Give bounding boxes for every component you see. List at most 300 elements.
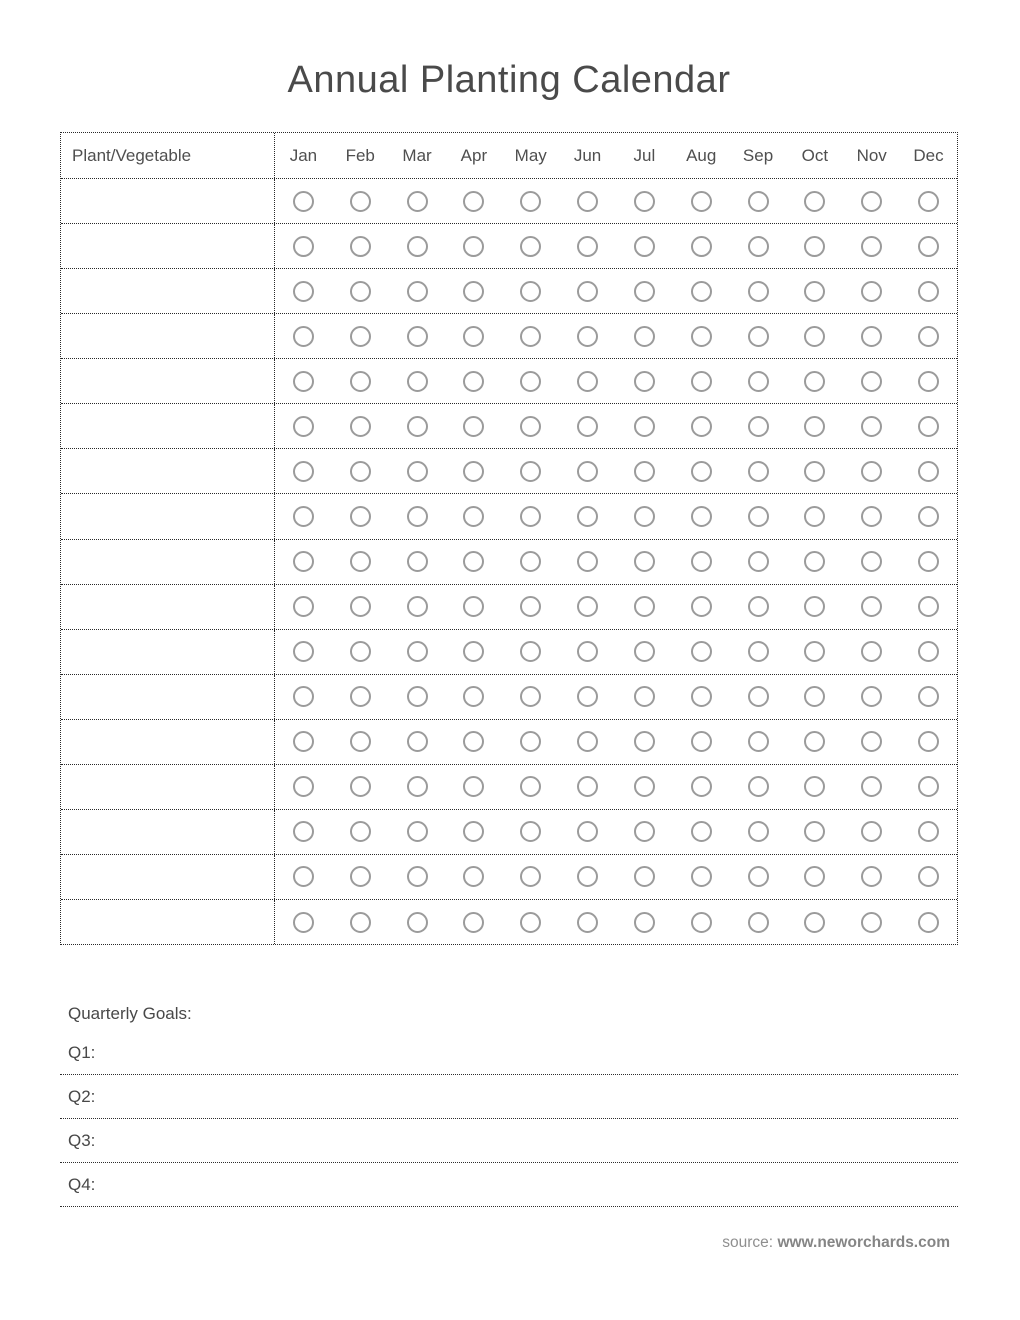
plant-name-cell[interactable] [61, 314, 275, 358]
month-circle[interactable] [350, 731, 371, 752]
table-row [61, 675, 957, 720]
month-circle[interactable] [350, 912, 371, 933]
month-circle[interactable] [861, 821, 882, 842]
month-circle[interactable] [463, 641, 484, 662]
month-circle[interactable] [293, 596, 314, 617]
month-circle-cell-oct [786, 224, 843, 268]
month-circle[interactable] [350, 416, 371, 437]
month-circle[interactable] [293, 281, 314, 302]
month-circle[interactable] [463, 821, 484, 842]
month-circle[interactable] [861, 506, 882, 527]
month-circles [275, 765, 957, 809]
month-circle[interactable] [748, 912, 769, 933]
month-circle[interactable] [634, 281, 655, 302]
month-circle[interactable] [577, 866, 598, 887]
month-circle[interactable] [293, 416, 314, 437]
month-circle[interactable] [691, 506, 712, 527]
month-circle[interactable] [520, 236, 541, 257]
plant-name-cell[interactable] [61, 404, 275, 448]
month-circle[interactable] [350, 506, 371, 527]
table-row [61, 449, 957, 494]
month-circle-cell-jan [275, 585, 332, 629]
month-circle-cell-oct [786, 810, 843, 854]
month-circle[interactable] [350, 551, 371, 572]
month-circle[interactable] [748, 191, 769, 212]
month-circle[interactable] [748, 506, 769, 527]
month-circle-cell-jan [275, 900, 332, 944]
month-circle[interactable] [804, 236, 825, 257]
month-circle[interactable] [577, 326, 598, 347]
month-circle[interactable] [861, 866, 882, 887]
month-circle[interactable] [350, 866, 371, 887]
table-row [61, 540, 957, 585]
month-circle[interactable] [407, 281, 428, 302]
month-circle[interactable] [918, 326, 939, 347]
month-circle[interactable] [861, 596, 882, 617]
month-circle[interactable] [918, 731, 939, 752]
month-circle[interactable] [520, 686, 541, 707]
month-circle-cell-oct [786, 900, 843, 944]
month-circle[interactable] [748, 731, 769, 752]
month-circle[interactable] [520, 866, 541, 887]
goal-input-q1[interactable] [95, 1031, 958, 1074]
month-circle[interactable] [520, 821, 541, 842]
month-circle[interactable] [407, 731, 428, 752]
month-header-jan: Jan [289, 145, 318, 165]
month-circle[interactable] [861, 641, 882, 662]
month-circle[interactable] [463, 281, 484, 302]
month-circle[interactable] [577, 236, 598, 257]
month-circle-cell-aug [673, 179, 730, 223]
month-circle[interactable] [804, 641, 825, 662]
plant-name-cell[interactable] [61, 855, 275, 899]
month-circle[interactable] [918, 461, 939, 482]
month-circle-cell-apr [445, 630, 502, 674]
month-circle[interactable] [918, 641, 939, 662]
month-circle[interactable] [748, 551, 769, 572]
month-circle[interactable] [350, 191, 371, 212]
month-circle[interactable] [293, 641, 314, 662]
plant-name-cell[interactable] [61, 449, 275, 493]
month-circle[interactable] [918, 281, 939, 302]
month-circle[interactable] [577, 191, 598, 212]
month-circle[interactable] [691, 371, 712, 392]
month-circle[interactable] [293, 731, 314, 752]
month-circle-cell-jun [559, 404, 616, 448]
month-circle[interactable] [407, 912, 428, 933]
month-circle[interactable] [918, 686, 939, 707]
month-circle-cell-dec [900, 359, 957, 403]
month-circle[interactable] [634, 596, 655, 617]
month-circles [275, 179, 957, 223]
plant-name-cell[interactable] [61, 359, 275, 403]
month-header-feb: Feb [345, 145, 375, 165]
month-circle[interactable] [520, 461, 541, 482]
month-circle-cell-oct [786, 630, 843, 674]
month-circle[interactable] [804, 506, 825, 527]
month-circle[interactable] [804, 281, 825, 302]
month-circle[interactable] [577, 641, 598, 662]
month-circle-cell-dec [900, 855, 957, 899]
month-circle[interactable] [691, 731, 712, 752]
month-circle[interactable] [407, 461, 428, 482]
month-circle[interactable] [634, 686, 655, 707]
month-circle[interactable] [634, 236, 655, 257]
month-circle[interactable] [691, 461, 712, 482]
month-circle[interactable] [407, 641, 428, 662]
month-circle[interactable] [918, 912, 939, 933]
month-circle[interactable] [407, 866, 428, 887]
month-circle[interactable] [520, 506, 541, 527]
month-circle[interactable] [748, 326, 769, 347]
month-circles [275, 900, 957, 944]
month-circle-cell-nov [843, 540, 900, 584]
goal-input-q3[interactable] [95, 1119, 958, 1162]
month-circle[interactable] [691, 686, 712, 707]
month-circle-cell-jan [275, 810, 332, 854]
month-circle[interactable] [861, 281, 882, 302]
month-header-apr: Apr [460, 145, 488, 165]
month-circle[interactable] [407, 371, 428, 392]
month-circle[interactable] [293, 461, 314, 482]
month-circle[interactable] [861, 236, 882, 257]
month-circle-cell-feb [332, 179, 389, 223]
month-circle-cell-feb [332, 900, 389, 944]
month-circle[interactable] [293, 326, 314, 347]
month-circle-cell-mar [389, 810, 446, 854]
month-circle[interactable] [407, 506, 428, 527]
month-circle[interactable] [748, 821, 769, 842]
month-circle[interactable] [577, 776, 598, 797]
goal-input-q2[interactable] [95, 1075, 958, 1118]
plant-name-cell[interactable] [61, 179, 275, 223]
month-circle[interactable] [748, 416, 769, 437]
month-circle[interactable] [520, 326, 541, 347]
month-circle-cell-nov [843, 314, 900, 358]
month-circle[interactable] [804, 596, 825, 617]
month-circle[interactable] [804, 461, 825, 482]
month-circle[interactable] [918, 596, 939, 617]
month-circle[interactable] [748, 776, 769, 797]
month-circle[interactable] [463, 731, 484, 752]
month-circle-cell-nov [843, 630, 900, 674]
month-circle-cell-nov [843, 720, 900, 764]
month-circle-cell-apr [445, 224, 502, 268]
month-circle[interactable] [804, 912, 825, 933]
month-circle-cell-jul [616, 675, 673, 719]
month-circle[interactable] [577, 551, 598, 572]
month-circle[interactable] [918, 371, 939, 392]
month-circle[interactable] [293, 371, 314, 392]
month-circle[interactable] [748, 596, 769, 617]
plant-name-cell[interactable] [61, 720, 275, 764]
month-circle[interactable] [691, 416, 712, 437]
month-circle[interactable] [691, 326, 712, 347]
month-circle-cell-jul [616, 765, 673, 809]
month-circle[interactable] [407, 686, 428, 707]
month-circle[interactable] [634, 641, 655, 662]
month-circle[interactable] [407, 596, 428, 617]
month-circle[interactable] [634, 416, 655, 437]
month-circle[interactable] [861, 686, 882, 707]
plant-name-cell[interactable] [61, 494, 275, 538]
month-circle[interactable] [691, 866, 712, 887]
month-circle[interactable] [691, 596, 712, 617]
month-circle[interactable] [918, 191, 939, 212]
month-circle[interactable] [918, 866, 939, 887]
month-circle[interactable] [861, 416, 882, 437]
month-circle-cell-aug [673, 449, 730, 493]
month-circle[interactable] [918, 551, 939, 572]
plant-name-cell[interactable] [61, 224, 275, 268]
month-circle[interactable] [748, 866, 769, 887]
month-circle[interactable] [293, 866, 314, 887]
month-circle[interactable] [520, 191, 541, 212]
month-circle-cell-aug [673, 630, 730, 674]
month-circle[interactable] [350, 776, 371, 797]
month-circle-cell-jun [559, 269, 616, 313]
month-circle[interactable] [691, 821, 712, 842]
month-circle[interactable] [748, 686, 769, 707]
month-circle[interactable] [634, 506, 655, 527]
month-circle[interactable] [293, 506, 314, 527]
month-circle[interactable] [293, 191, 314, 212]
month-circle-cell-jan [275, 314, 332, 358]
month-circle[interactable] [463, 326, 484, 347]
month-circle[interactable] [861, 191, 882, 212]
month-circle[interactable] [520, 641, 541, 662]
month-circle[interactable] [861, 461, 882, 482]
month-circle-cell-apr [445, 494, 502, 538]
month-circle[interactable] [350, 461, 371, 482]
month-circle[interactable] [861, 776, 882, 797]
goal-input-q4[interactable] [95, 1163, 958, 1206]
month-circle[interactable] [463, 371, 484, 392]
month-circle[interactable] [634, 776, 655, 797]
month-circle-cell-jul [616, 359, 673, 403]
month-circle[interactable] [861, 912, 882, 933]
month-circle[interactable] [861, 371, 882, 392]
month-circle[interactable] [691, 551, 712, 572]
goal-row-q2 [60, 1075, 958, 1119]
plant-name-cell[interactable] [61, 765, 275, 809]
month-circle-cell-feb [332, 314, 389, 358]
month-circle[interactable] [918, 821, 939, 842]
month-circle-cell-feb [332, 540, 389, 584]
month-circle[interactable] [918, 776, 939, 797]
month-circle-cell-nov [843, 404, 900, 448]
month-circle[interactable] [407, 326, 428, 347]
month-circle[interactable] [634, 191, 655, 212]
plant-name-cell[interactable] [61, 585, 275, 629]
month-circle[interactable] [634, 866, 655, 887]
month-circle[interactable] [691, 236, 712, 257]
month-circle[interactable] [577, 281, 598, 302]
month-circle[interactable] [463, 416, 484, 437]
month-circle[interactable] [407, 776, 428, 797]
month-circle[interactable] [748, 236, 769, 257]
month-circle[interactable] [748, 281, 769, 302]
plant-name-cell[interactable] [61, 269, 275, 313]
source-url: www.neworchards.com [777, 1234, 950, 1251]
plant-name-cell[interactable] [61, 540, 275, 584]
month-circle[interactable] [634, 371, 655, 392]
month-circle[interactable] [577, 731, 598, 752]
month-circle[interactable] [691, 191, 712, 212]
month-circle[interactable] [804, 416, 825, 437]
month-circle-cell-mar [389, 630, 446, 674]
month-circle[interactable] [350, 281, 371, 302]
month-circle[interactable] [861, 326, 882, 347]
month-circle[interactable] [634, 461, 655, 482]
month-circle[interactable] [577, 416, 598, 437]
month-circle[interactable] [577, 596, 598, 617]
month-circles [275, 630, 957, 674]
month-circle[interactable] [463, 236, 484, 257]
month-circle[interactable] [804, 866, 825, 887]
plant-name-cell[interactable] [61, 810, 275, 854]
month-circle[interactable] [407, 191, 428, 212]
month-circle[interactable] [293, 821, 314, 842]
month-circle[interactable] [293, 551, 314, 572]
month-circle[interactable] [463, 776, 484, 797]
month-circle-cell-may [502, 900, 559, 944]
month-circle-cell-jun [559, 540, 616, 584]
month-circle[interactable] [463, 551, 484, 572]
table-row [61, 765, 957, 810]
month-circle-cell-may [502, 810, 559, 854]
month-circle[interactable] [463, 461, 484, 482]
month-circle-cell-jan [275, 224, 332, 268]
month-circle[interactable] [918, 416, 939, 437]
month-circle[interactable] [577, 506, 598, 527]
month-circle[interactable] [634, 326, 655, 347]
month-circle-cell-apr [445, 404, 502, 448]
goal-row-q1 [60, 1031, 958, 1075]
month-circle[interactable] [407, 821, 428, 842]
month-circle[interactable] [748, 641, 769, 662]
month-circle[interactable] [748, 461, 769, 482]
plant-name-cell[interactable] [61, 900, 275, 944]
month-circle-cell-mar [389, 765, 446, 809]
month-circle[interactable] [520, 776, 541, 797]
page-title: Annual Planting Calendar [287, 59, 731, 101]
month-circle[interactable] [293, 912, 314, 933]
month-circle[interactable] [293, 236, 314, 257]
month-circle[interactable] [861, 551, 882, 572]
month-circle[interactable] [634, 912, 655, 933]
month-circle[interactable] [520, 416, 541, 437]
month-circle[interactable] [463, 596, 484, 617]
month-circle-cell-jan [275, 630, 332, 674]
month-circle[interactable] [918, 506, 939, 527]
month-circle[interactable] [861, 731, 882, 752]
month-circles [275, 269, 957, 313]
plant-name-cell[interactable] [61, 630, 275, 674]
month-circle[interactable] [463, 191, 484, 212]
month-circle[interactable] [463, 866, 484, 887]
month-circle[interactable] [350, 596, 371, 617]
month-circle[interactable] [350, 686, 371, 707]
month-circle[interactable] [407, 236, 428, 257]
month-circle[interactable] [350, 326, 371, 347]
month-circle-cell-jun [559, 810, 616, 854]
month-circle[interactable] [293, 776, 314, 797]
month-circle[interactable] [577, 461, 598, 482]
month-circle[interactable] [520, 912, 541, 933]
month-circle[interactable] [407, 416, 428, 437]
month-circle[interactable] [634, 731, 655, 752]
month-circle[interactable] [520, 371, 541, 392]
month-circle[interactable] [804, 551, 825, 572]
month-circle-cell-mar [389, 900, 446, 944]
month-header-jul: Jul [633, 145, 656, 165]
month-circle-cell-jun [559, 179, 616, 223]
table-row [61, 585, 957, 630]
month-circle-cell-oct [786, 449, 843, 493]
month-circle[interactable] [350, 371, 371, 392]
month-circle[interactable] [520, 281, 541, 302]
month-circle-cell-apr [445, 269, 502, 313]
month-circle[interactable] [350, 236, 371, 257]
month-circle[interactable] [350, 641, 371, 662]
month-circle[interactable] [691, 776, 712, 797]
month-circle-cell-jan [275, 540, 332, 584]
month-circle-cell-mar [389, 449, 446, 493]
month-circle[interactable] [577, 371, 598, 392]
month-header-dec: Dec [913, 145, 944, 165]
month-circle[interactable] [691, 281, 712, 302]
plant-name-cell[interactable] [61, 675, 275, 719]
month-circle-cell-jul [616, 269, 673, 313]
table-row [61, 314, 957, 359]
month-circle-cell-mar [389, 720, 446, 764]
month-circle[interactable] [407, 551, 428, 572]
month-circle[interactable] [293, 686, 314, 707]
month-circle-cell-jan [275, 765, 332, 809]
source-footer [60, 1233, 958, 1252]
month-circle[interactable] [577, 686, 598, 707]
month-circle[interactable] [804, 686, 825, 707]
month-circle[interactable] [634, 551, 655, 572]
month-circle[interactable] [804, 776, 825, 797]
month-circle[interactable] [463, 506, 484, 527]
month-circle[interactable] [804, 821, 825, 842]
month-circle[interactable] [691, 912, 712, 933]
month-circle[interactable] [520, 596, 541, 617]
month-circle[interactable] [918, 236, 939, 257]
month-circle[interactable] [463, 912, 484, 933]
month-circle[interactable] [691, 641, 712, 662]
month-circle[interactable] [804, 731, 825, 752]
month-circle[interactable] [748, 371, 769, 392]
month-circle[interactable] [804, 191, 825, 212]
month-circle[interactable] [577, 821, 598, 842]
month-circle[interactable] [634, 821, 655, 842]
month-circle[interactable] [804, 326, 825, 347]
month-circle-cell-dec [900, 675, 957, 719]
month-circle[interactable] [350, 821, 371, 842]
month-circle[interactable] [463, 686, 484, 707]
month-circle-cell-jul [616, 314, 673, 358]
month-circle-cell-jun [559, 765, 616, 809]
month-circle-cell-mar [389, 224, 446, 268]
month-circle-cell-may [502, 359, 559, 403]
month-circle[interactable] [520, 731, 541, 752]
month-circle[interactable] [577, 912, 598, 933]
month-circle[interactable] [804, 371, 825, 392]
month-circle[interactable] [520, 551, 541, 572]
